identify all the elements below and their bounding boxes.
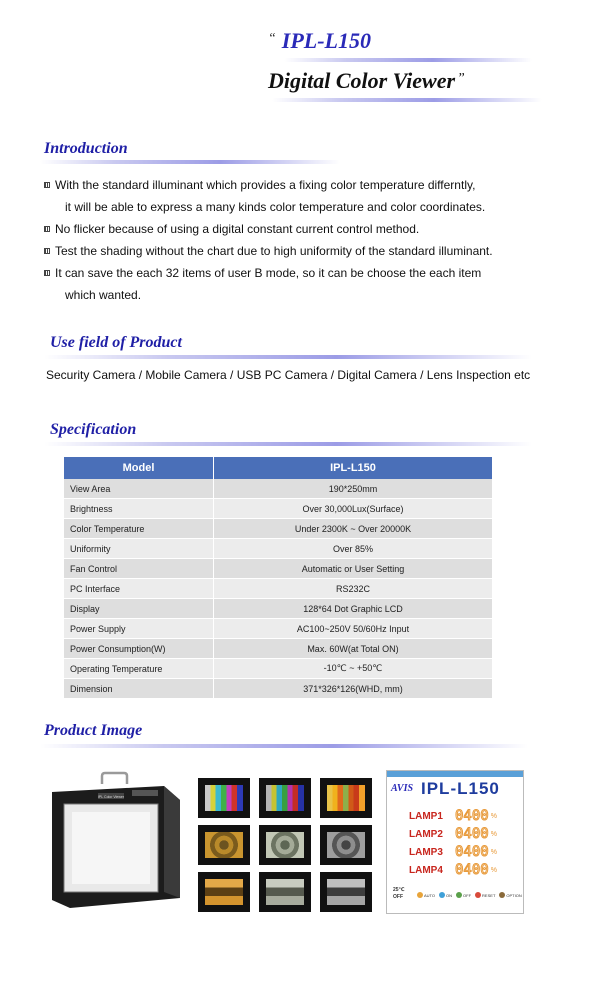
use-field-text: Security Camera / Mobile Camera / USB PC Camera / Digital Camera / Lens Inspection etc: [46, 368, 531, 382]
spec-value: Automatic or User Setting: [214, 559, 493, 579]
square-bullet-icon: [44, 248, 50, 254]
spec-label: Color Temperature: [64, 519, 214, 539]
title-rule-2: [272, 98, 542, 102]
product-code-title: [268, 28, 371, 54]
lcd-button-dot-icon: [439, 892, 445, 898]
lcd-title: IPL-L150: [421, 779, 500, 798]
test-chart-swatch: [198, 778, 250, 818]
intro-item: [44, 240, 584, 262]
square-bullet-icon: [44, 226, 50, 232]
table-header-value: IPL-L150: [214, 457, 493, 479]
lcd-lamp-value: 0400: [455, 862, 489, 878]
square-bullet-icon: [44, 270, 50, 276]
intro-item-line: It can save the each 32 items of user B mode, so it can be choose the each item: [55, 266, 482, 280]
table-row: [64, 599, 492, 619]
lcd-button-dot-icon: [417, 892, 423, 898]
table-header-model: Model: [64, 457, 214, 479]
spec-value: RS232C: [214, 579, 493, 599]
use-field-rule: [44, 355, 532, 359]
lcd-button-label: ON: [446, 892, 453, 898]
lcd-temperature: 25℃: [393, 887, 405, 893]
product-code: IPL-L150: [281, 28, 371, 53]
table-row: [64, 579, 492, 599]
test-chart-swatch: [259, 778, 311, 818]
spec-label: Power Supply: [64, 619, 214, 639]
lcd-lamp-label: LAMP2: [409, 828, 443, 840]
lcd-lamp-value: 0400: [455, 844, 489, 860]
lcd-button-dot-icon: [499, 892, 505, 898]
specification-rule: [44, 442, 532, 446]
lcd-button-dot-icon: [456, 892, 462, 898]
table-row: [64, 619, 492, 639]
lcd-button-auto[interactable]: [417, 892, 435, 898]
lcd-button-on[interactable]: [439, 892, 452, 898]
spec-label: Brightness: [64, 499, 214, 519]
spec-value: -10℃ ~ +50℃: [214, 659, 493, 679]
lcd-lamp-unit: %: [490, 866, 497, 874]
section-title-use-field: Use field of Product: [50, 334, 182, 351]
spec-label: Uniformity: [64, 539, 214, 559]
table-row: [64, 659, 492, 679]
lcd-lamp-label: LAMP4: [409, 864, 443, 876]
specification-table: [64, 457, 492, 699]
square-bullet-icon: [44, 182, 50, 188]
table-row: [64, 679, 492, 699]
introduction-rule: [40, 160, 340, 164]
lcd-button-reset[interactable]: [475, 892, 495, 898]
intro-item-line: Test the shading without the chart due to high uniformity of the standard illuminant.: [55, 244, 493, 258]
introduction-list: [44, 174, 584, 306]
test-chart-swatch: [320, 825, 372, 865]
intro-item-line: With the standard illuminant which provides a fixing color temperature differntly,: [55, 178, 476, 192]
spec-value: Over 30,000Lux(Surface): [214, 499, 493, 519]
table-row: [64, 559, 492, 579]
spec-label: PC Interface: [64, 579, 214, 599]
spec-value: 190*250mm: [214, 479, 493, 499]
product-image-rule: [40, 744, 528, 748]
test-chart-swatch: [198, 825, 250, 865]
lcd-button-dot-icon: [475, 892, 481, 898]
lcd-lamp-label: LAMP3: [409, 846, 443, 858]
lcd-lamp-row: [409, 843, 519, 861]
viewer-device-image: [42, 770, 184, 912]
spec-label: Display: [64, 599, 214, 619]
close-quote: ”: [457, 71, 465, 86]
lcd-panel-screenshot: [386, 770, 524, 914]
table-row: [64, 539, 492, 559]
lcd-button-label: AUTO: [424, 892, 436, 898]
device-label: IPL Color Viewer: [97, 795, 125, 799]
open-quote: “: [268, 31, 276, 46]
lcd-button-label: OFF: [463, 892, 472, 898]
section-title-product-image: Product Image: [44, 722, 143, 739]
lcd-lamp-value: 0400: [455, 808, 489, 824]
specification-table-body: [64, 479, 492, 699]
lcd-lamp-row: [409, 825, 519, 843]
intro-item: [44, 262, 584, 306]
spec-label: Operating Temperature: [64, 659, 214, 679]
lcd-button-row: [417, 892, 522, 898]
product-name: Digital Color Viewer: [268, 68, 456, 93]
test-chart-swatch: [320, 872, 372, 912]
lcd-button-option[interactable]: [499, 892, 521, 898]
intro-item: [44, 218, 584, 240]
spec-label: Dimension: [64, 679, 214, 699]
table-row: [64, 499, 492, 519]
spec-value: 371*326*126(WHD, mm): [214, 679, 493, 699]
test-chart-swatch: [259, 872, 311, 912]
lcd-lamp-unit: %: [490, 848, 497, 856]
spec-label: View Area: [64, 479, 214, 499]
lcd-button-off[interactable]: [456, 892, 471, 898]
lcd-lamp-label: LAMP1: [409, 810, 443, 822]
test-chart-swatch: [320, 778, 372, 818]
spec-value: 128*64 Dot Graphic LCD: [214, 599, 493, 619]
test-chart-swatch: [259, 825, 311, 865]
title-rule-1: [284, 58, 532, 62]
lcd-button-label: RESET: [482, 892, 496, 898]
spec-label: Power Consumption(W): [64, 639, 214, 659]
spec-value: Over 85%: [214, 539, 493, 559]
spec-value: Under 2300K ~ Over 20000K: [214, 519, 493, 539]
lcd-button-label: OPTION: [506, 892, 522, 898]
intro-item-continuation: which wanted.: [65, 288, 142, 302]
spec-value: Max. 60W(at Total ON): [214, 639, 493, 659]
section-title-introduction: Introduction: [44, 140, 128, 157]
test-chart-swatch: [198, 872, 250, 912]
lcd-lamp-row: [409, 861, 519, 879]
lcd-title-bar: [387, 771, 523, 777]
lcd-fan-status: OFF: [393, 894, 403, 900]
lcd-logo: AVIS: [391, 783, 414, 794]
intro-item-continuation: it will be able to express a many kinds color temperature and color coordinates.: [65, 200, 486, 214]
product-name-title: [268, 68, 465, 94]
table-header-row: [64, 457, 492, 479]
lcd-lamp-value: 0400: [455, 826, 489, 842]
section-title-specification: Specification: [50, 421, 137, 438]
intro-item-line: No flicker because of using a digital constant current control method.: [55, 222, 420, 236]
lcd-lamp-list: [409, 807, 519, 879]
lcd-lamp-unit: %: [490, 830, 497, 838]
lcd-lamp-row: [409, 807, 519, 825]
table-row: [64, 479, 492, 499]
lcd-status: [393, 887, 405, 901]
intro-item: [44, 174, 584, 218]
spec-value: AC100~250V 50/60Hz Input: [214, 619, 493, 639]
lcd-lamp-unit: %: [490, 812, 497, 820]
spec-label: Fan Control: [64, 559, 214, 579]
table-row: [64, 639, 492, 659]
table-row: [64, 519, 492, 539]
